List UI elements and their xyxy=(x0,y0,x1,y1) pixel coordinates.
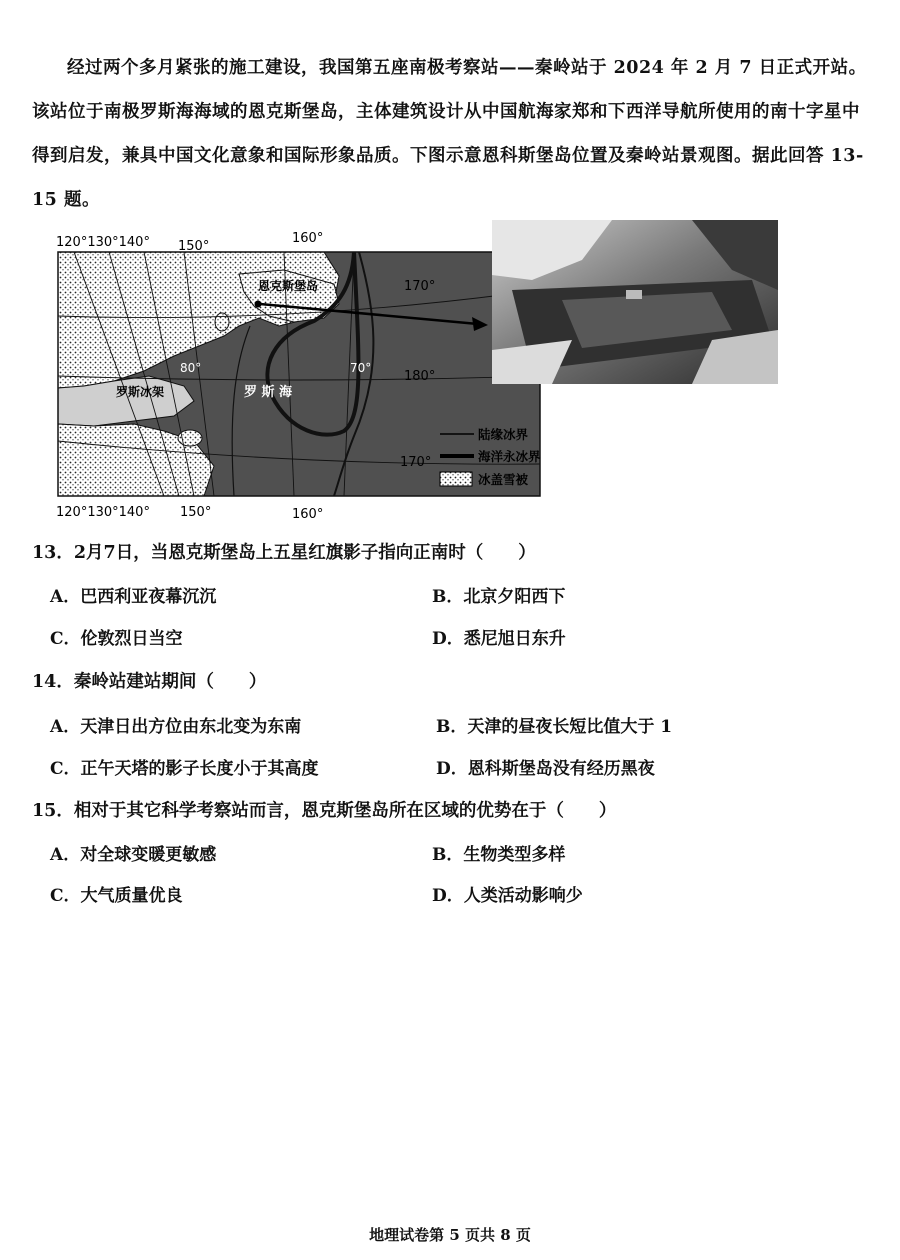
legend-ice-cap: 冰盖雪被 xyxy=(478,472,529,487)
question-14-option-d: D．恩科斯堡岛没有经历黑夜 xyxy=(436,759,655,779)
question-15-option-c: C．大气质量优良 xyxy=(50,886,183,906)
lat-label: 70° xyxy=(350,361,372,375)
bottom-label: 160° xyxy=(292,507,324,522)
ice-shelf-label: 罗斯冰架 xyxy=(116,385,165,399)
sea-label: 罗 斯 海 xyxy=(244,385,293,400)
lat-label: 80° xyxy=(180,361,202,375)
top-label: 150° xyxy=(178,239,210,254)
intro-text: 经过两个多月紧张的施工建设，我国第五座南极考察站——秦岭站于 2024 年 2 月 7 日正式开站。该站位于南极罗斯海海域的恩克斯堡岛，主体建筑设计从中国航海家郑和下西洋导航所使用的南十字星中得到启发，兼具中国文化意象和国际形象品质。下图示意恩科斯堡岛位置及秦岭站景观图。据此回答 13-15 题。 xyxy=(32,58,867,210)
question-13-stem: 13．2月7日，当恩克斯堡岛上五星红旗影子指向正南时（ ） xyxy=(32,543,536,563)
question-13-option-c: C．伦敦烈日当空 xyxy=(50,629,183,649)
intro-paragraph xyxy=(32,46,868,222)
question-15-option-a: A．对全球变暖更敏感 xyxy=(50,845,217,865)
question-14-option-c: C．正午天塔的影子长度小于其高度 xyxy=(50,759,319,779)
question-13-option-b: B．北京夕阳西下 xyxy=(432,587,566,607)
legend-land-ice: 陆缘冰界 xyxy=(478,427,529,442)
right-label: 170° xyxy=(404,279,436,294)
question-15-option-b: B．生物类型多样 xyxy=(432,845,566,865)
question-13-option-d: D．悉尼旭日东升 xyxy=(432,629,566,649)
right-label: 170° xyxy=(400,455,432,470)
question-14-option-b: B．天津的昼夜长短比值大于 1 xyxy=(436,717,673,737)
top-label: 120°130°140° xyxy=(56,235,150,250)
island-label: 恩克斯堡岛 xyxy=(258,279,319,293)
ice-patch xyxy=(215,313,229,331)
right-label: 180° xyxy=(404,369,436,384)
page-footer: 地理试卷第 5 页共 8 页 xyxy=(369,1226,531,1244)
bottom-label: 120°130°140° xyxy=(56,505,150,520)
question-14-stem: 14．秦岭站建站期间（ ） xyxy=(32,672,267,692)
legend-sea-ice: 海洋永冰界 xyxy=(478,449,541,464)
question-15-option-d: D．人类活动影响少 xyxy=(432,886,583,906)
qinling-station-photo xyxy=(492,220,778,384)
question-15-stem: 15．相对于其它科学考察站而言，恩克斯堡岛所在区域的优势在于（ ） xyxy=(32,801,617,821)
top-label: 160° xyxy=(292,231,324,246)
ice-patch xyxy=(178,430,202,446)
question-13-option-a: A．巴西利亚夜幕沉沉 xyxy=(50,587,217,607)
question-14-option-a: A．天津日出方位由东北变为东南 xyxy=(50,717,302,737)
bottom-label: 150° xyxy=(180,505,212,520)
